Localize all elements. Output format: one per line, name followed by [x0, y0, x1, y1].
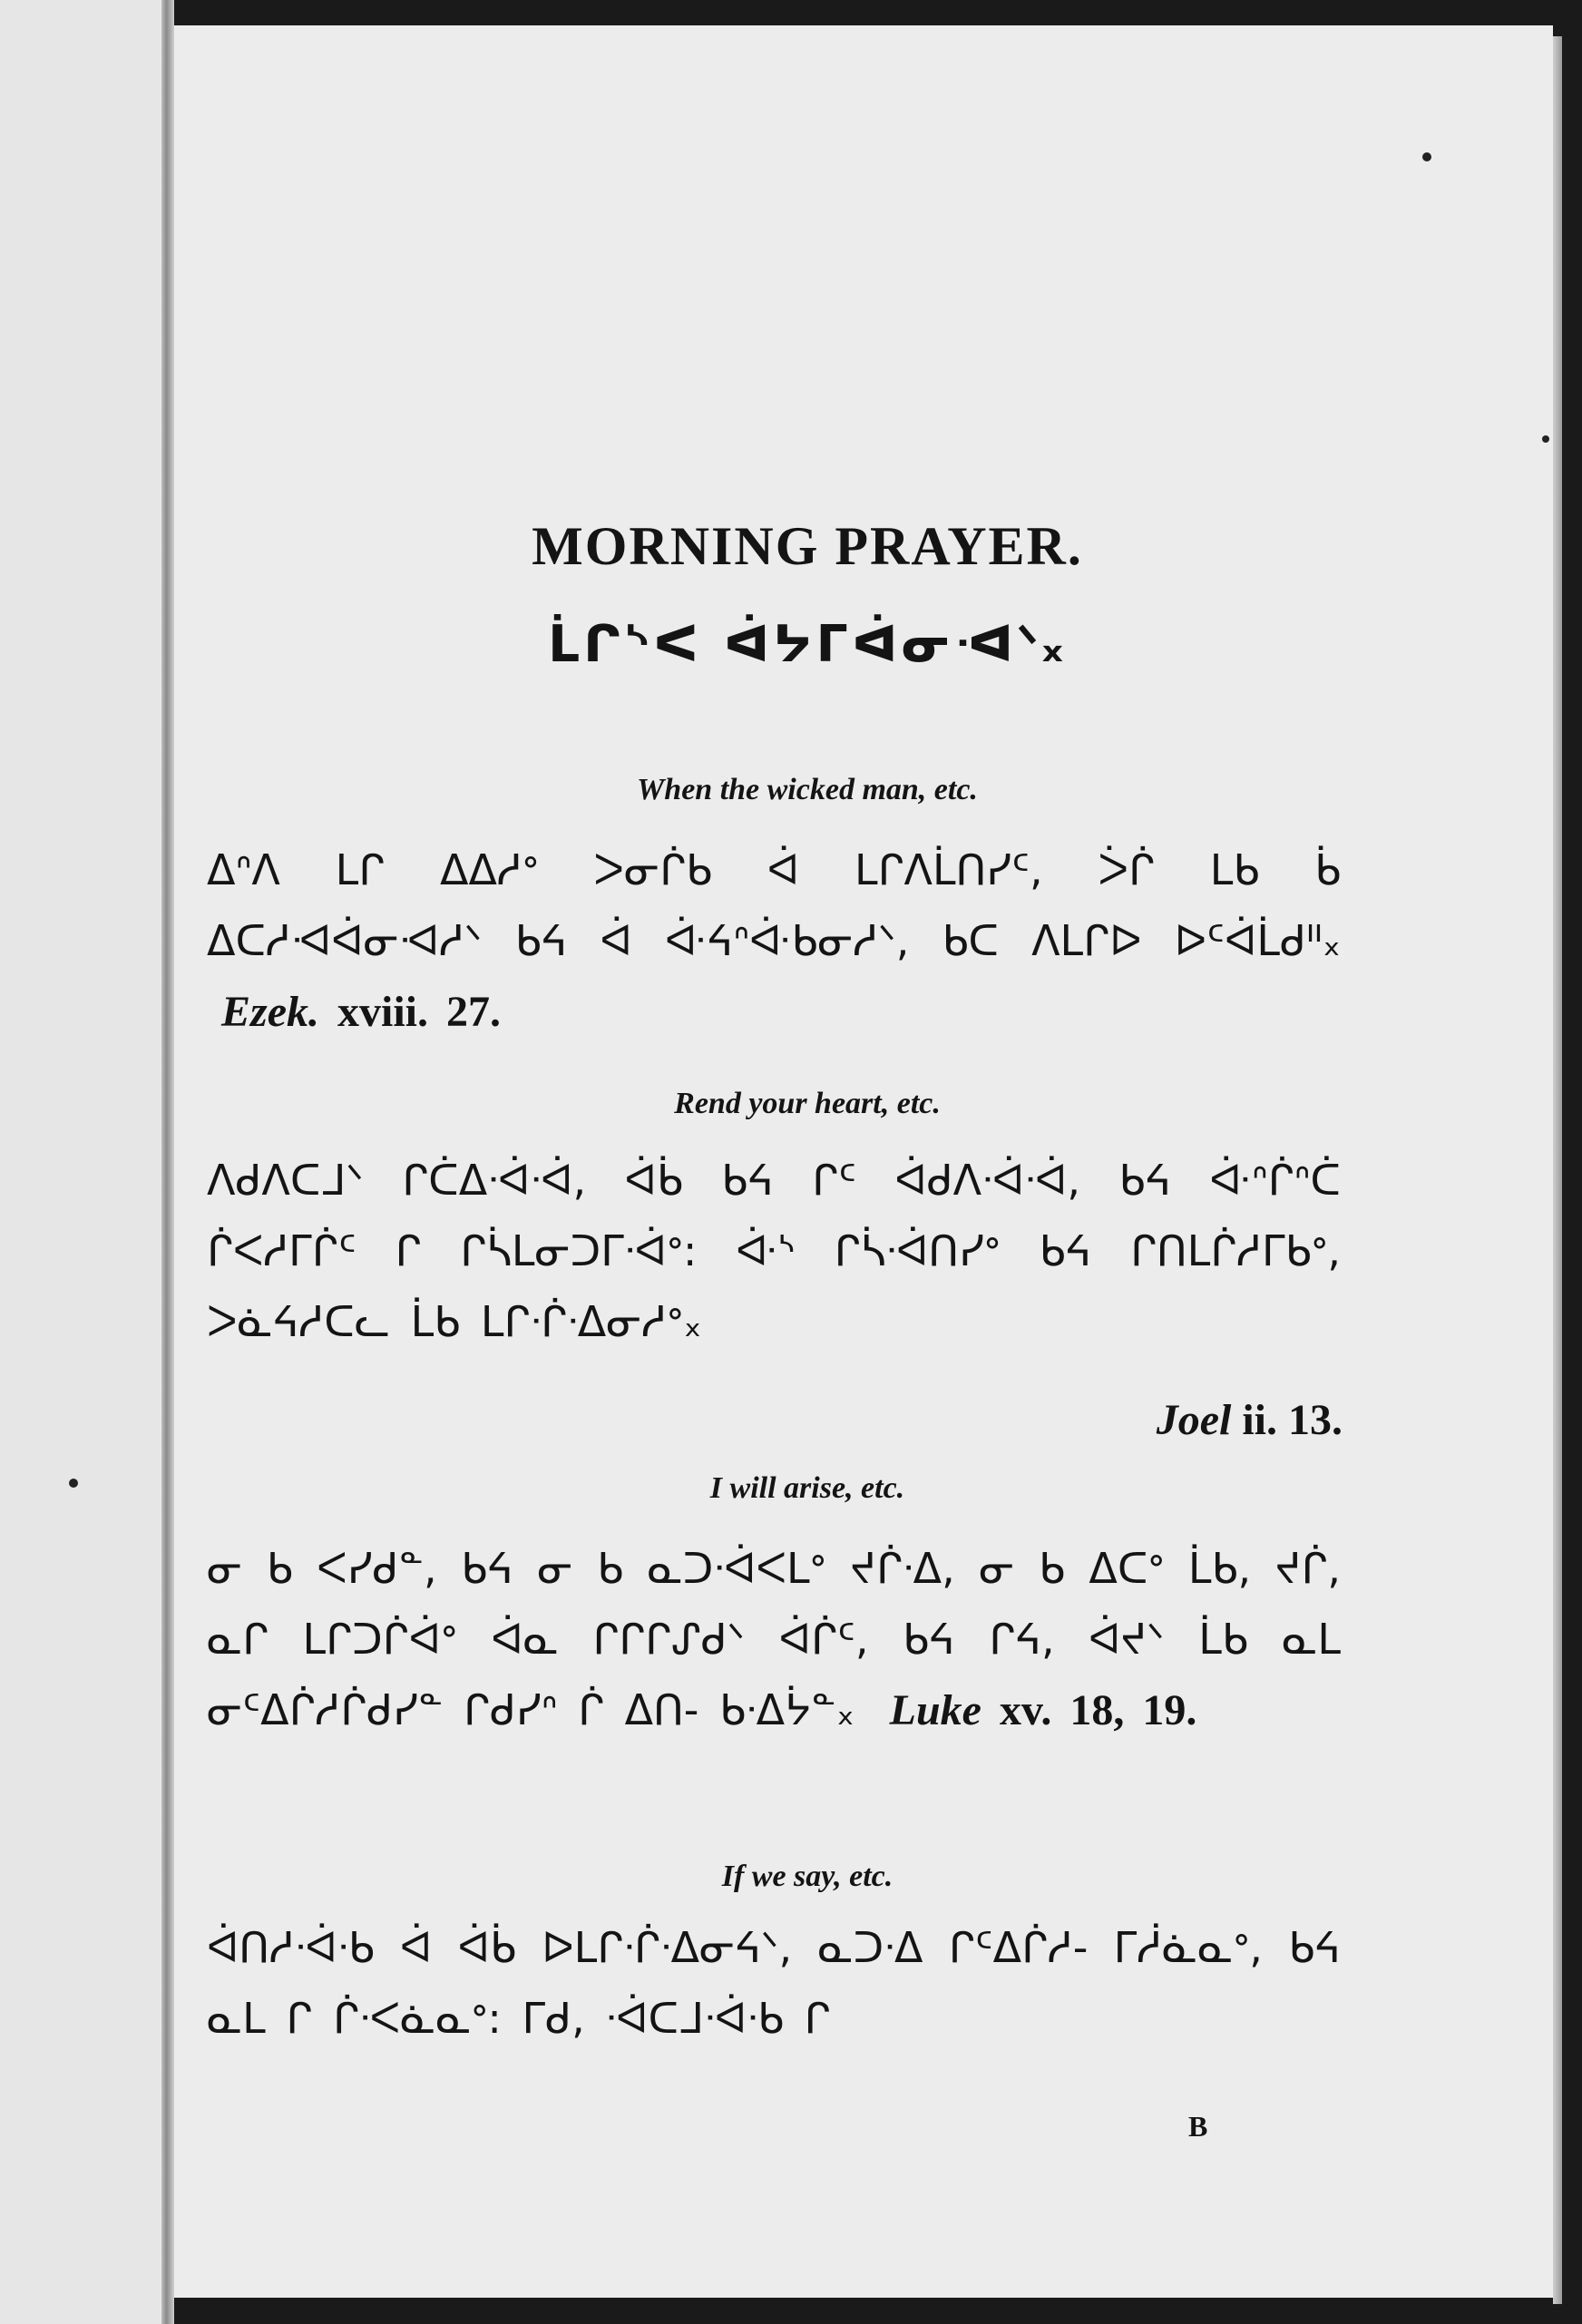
syllabic-text: ᐃᐢᐱ ᒪᒋ ᐃᐃᓱᐤ ᐳᓂᒌᑲ ᐋ ᒪᒋᐱᒫᑎᓯᑦ, ᐴᒌ ᒪᑲ ᑳ ᐃᑕᓱᐗᐋᓂᐗᓱᐠ ᑲᔦ ᐋ ᐚᔦᐢᐚᑲᓂᓱᐠ, ᑲᑕ ᐱᒪᒋᐅ ᐅᑦᐋᒫᑯᐦₓ — [207, 845, 1341, 965]
scripture-paragraph — [207, 835, 1341, 1048]
scripture-paragraph — [207, 1145, 1341, 1357]
speck — [1542, 435, 1549, 443]
printer-signature: B — [1188, 2110, 1208, 2143]
speck — [1422, 152, 1431, 161]
syllabic-text: ᐱᑯᐱᑕᒧᐠ ᒋᑖᐃᐧᐋᐧᐋ, ᐋᑳ ᑲᔦ ᒋᑦ ᐋᑯᐱᐧᐋᐧᐋ, ᑲᔦ ᐚᐢᒌᐢᑖ ᒌᐸᓱᒥᒌᑦ ᒋ ᒋᓵᒪᓂᑐᒥᐧᐋᐤ: ᐚᔅ ᒋᓵᐧᐋᑎᓯᐤ ᑲᔦ ᒋᑎᒪᒌᓱᒥᑲᐤ, ᐳᓈᔦᓱᑕᓚ ᒫᑲ ᒪᒋᐧᒌᐧᐃᓂᓱᐤₓ — [207, 1156, 1341, 1346]
scripture-paragraph — [207, 1533, 1341, 1746]
ref-book: Ezek. — [221, 988, 319, 1036]
syllabic-text: ᐋᑎᓱᐧᐋᐧᑲ ᐋ ᐋᑳ ᐅᒪᒋᐧᒌᐧᐃᓂᔦᐠ, ᓇᑐᐧᐃ ᒋᑦᐃᒌᓱ- ᒥᓲᓈᓇᐤ, ᑲᔦ ᓇᒪ ᒋ ᒌᐧᐸᓈᓇᐤ: ᒥᑯ, ᐧᐋᑕᒧᐧᐋᐧᑲ ᒋ — [207, 1923, 1341, 2043]
section-heading: If we say, etc. — [721, 1860, 894, 1893]
ref-book: Luke — [889, 1686, 981, 1734]
syllabic-text: ᓂ ᑲ ᐸᓯᑯᓐ, ᑲᔦ ᓂ ᑲ ᓇᑐᐧᐋᐸᒪᐤ ᔪᒌᐧᐃ, ᓂ ᑲ ᐃᑕᐤ ᒫᑲ, ᔪᒌ, ᓇᒋ ᒪᒋᑐᒌᐋᐤ ᐋᓇ ᒋᒋᒋᔑᑯᐠ ᐋᒌᑦ, ᑲᔦ ᒋᔦ, ᐋᔪᐠ ᒫᑲ ᓇᒪ ᓂᑦᐃᒌᓱᒌᑯᓯᓐ ᒋᑯᓯᐢ ᒌ ᐃᑎ- ᑲᐧᐃᔮᓐₓ — [207, 1544, 1341, 1734]
scripture-reference — [816, 1395, 1343, 1445]
speck — [69, 1479, 78, 1488]
ref-location: ii. 13. — [1242, 1396, 1343, 1444]
facing-page-edge — [0, 0, 169, 2324]
section-heading: Rend your heart, etc. — [674, 1087, 941, 1120]
scripture-reference — [890, 1686, 1197, 1734]
book-gutter — [161, 0, 174, 2324]
syllabic-title: ᒫᒋᔅᐸ ᐋᔭᒥᐋᓂᐗᐠₓ — [548, 615, 1067, 674]
ref-location: xviii. 27. — [337, 988, 502, 1036]
scripture-paragraph — [207, 1912, 1341, 2054]
section-heading: When the wicked man, etc. — [637, 773, 978, 806]
page-title: MORNING PRAYER. — [532, 516, 1083, 576]
section-heading: I will arise, etc. — [709, 1471, 905, 1505]
page-edge-shadow — [1553, 36, 1562, 2304]
ref-location: xv. 18, 19. — [999, 1686, 1197, 1734]
scripture-reference — [221, 988, 501, 1036]
ref-book: Joel — [1156, 1396, 1232, 1444]
